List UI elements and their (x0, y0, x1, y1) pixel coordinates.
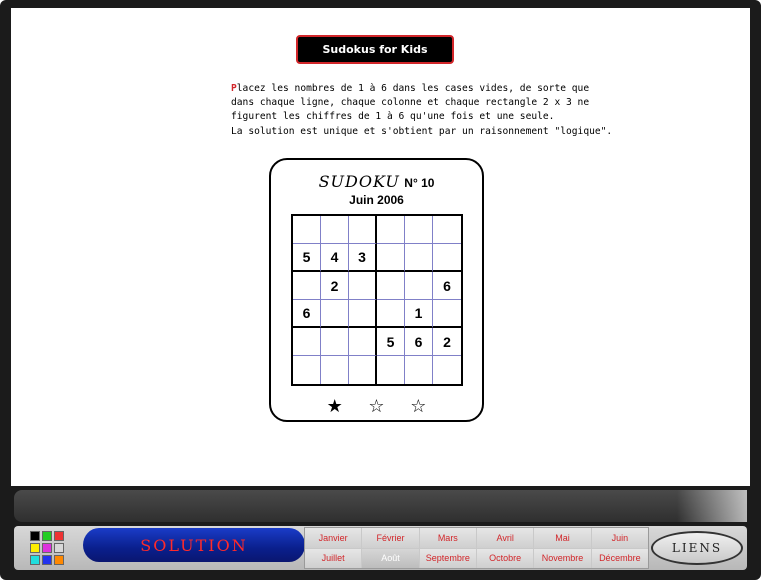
month-link[interactable]: Avril (477, 528, 533, 548)
links-button[interactable]: LIENS (651, 531, 743, 565)
color-palette (30, 531, 72, 565)
month-link[interactable]: Décembre (592, 549, 648, 569)
sudoku-cell[interactable] (433, 216, 461, 244)
month-link[interactable]: Mars (420, 528, 476, 548)
sudoku-cell[interactable] (405, 356, 433, 384)
sudoku-cell[interactable] (377, 356, 405, 384)
sudoku-cell[interactable] (293, 356, 321, 384)
month-navigation (304, 527, 649, 569)
instructions-line: dans chaque ligne, chaque colonne et chaque rectangle 2 x 3 ne (231, 97, 590, 109)
main-content (11, 8, 750, 486)
page-title-button[interactable]: Sudokus for Kids (296, 35, 454, 64)
sudoku-cell[interactable] (377, 216, 405, 244)
sudoku-cell[interactable]: 3 (349, 244, 377, 272)
divider-band (14, 490, 747, 522)
sudoku-date: Juin 2006 (349, 193, 404, 207)
month-link[interactable]: Novembre (534, 549, 590, 569)
sudoku-cell[interactable] (349, 216, 377, 244)
sudoku-cell[interactable]: 5 (377, 328, 405, 356)
month-link[interactable]: Février (362, 528, 418, 548)
sudoku-cell[interactable] (433, 244, 461, 272)
sudoku-cell[interactable]: 5 (293, 244, 321, 272)
month-link[interactable]: Janvier (305, 528, 361, 548)
sudoku-grid (291, 214, 463, 386)
color-swatch[interactable] (54, 543, 64, 553)
color-swatch[interactable] (54, 555, 64, 565)
sudoku-cell[interactable] (321, 300, 349, 328)
color-swatch[interactable] (54, 531, 64, 541)
instructions-line: La solution est unique et s'obtient par un raisonnement "logique". (231, 125, 613, 137)
sudoku-cell[interactable] (293, 328, 321, 356)
sudoku-cell[interactable] (377, 272, 405, 300)
sudoku-cell[interactable] (321, 328, 349, 356)
solution-button[interactable]: SOLUTION (83, 528, 305, 562)
sudoku-cell[interactable] (349, 356, 377, 384)
color-swatch[interactable] (30, 531, 40, 541)
sudoku-cell[interactable] (293, 216, 321, 244)
month-link[interactable]: Août (362, 549, 418, 569)
sudoku-cell[interactable]: 2 (321, 272, 349, 300)
sudoku-cell[interactable] (349, 272, 377, 300)
month-link[interactable]: Septembre (420, 549, 476, 569)
sudoku-name: SUDOKU (318, 172, 400, 191)
band-shine (677, 490, 747, 522)
difficulty-stars: ★ ☆ ☆ (326, 396, 437, 417)
instructions-first-letter: P (231, 83, 237, 94)
sudoku-cell[interactable]: 6 (293, 300, 321, 328)
sudoku-cell[interactable] (405, 272, 433, 300)
color-swatch[interactable] (30, 543, 40, 553)
color-swatch[interactable] (30, 555, 40, 565)
sudoku-cell[interactable] (377, 244, 405, 272)
color-swatch[interactable] (42, 555, 52, 565)
month-link[interactable]: Mai (534, 528, 590, 548)
instructions-text (231, 82, 613, 139)
month-link[interactable]: Octobre (477, 549, 533, 569)
sudoku-cell[interactable] (405, 216, 433, 244)
sudoku-cell[interactable] (433, 356, 461, 384)
sudoku-card (269, 158, 484, 422)
sudoku-cell[interactable] (321, 356, 349, 384)
sudoku-cell[interactable]: 1 (405, 300, 433, 328)
sudoku-cell[interactable] (405, 244, 433, 272)
sudoku-cell[interactable]: 2 (433, 328, 461, 356)
sudoku-title (271, 172, 482, 192)
instructions-line: figurent les chiffres de 1 à 6 qu'une fois et une seule. (231, 111, 555, 123)
sudoku-cell[interactable]: 6 (405, 328, 433, 356)
sudoku-cell[interactable] (321, 216, 349, 244)
sudoku-cell[interactable]: 6 (433, 272, 461, 300)
sudoku-number: N° 10 (404, 176, 435, 190)
sudoku-cell[interactable] (293, 272, 321, 300)
sudoku-cell[interactable] (377, 300, 405, 328)
sudoku-cell[interactable] (433, 300, 461, 328)
month-link[interactable]: Juillet (305, 549, 361, 569)
color-swatch[interactable] (42, 543, 52, 553)
sudoku-cell[interactable]: 4 (321, 244, 349, 272)
instructions-line: lacez les nombres de 1 à 6 dans les cases vides, de sorte que (236, 83, 590, 94)
month-link[interactable]: Juin (592, 528, 648, 548)
sudoku-cell[interactable] (349, 300, 377, 328)
sudoku-cell[interactable] (349, 328, 377, 356)
color-swatch[interactable] (42, 531, 52, 541)
